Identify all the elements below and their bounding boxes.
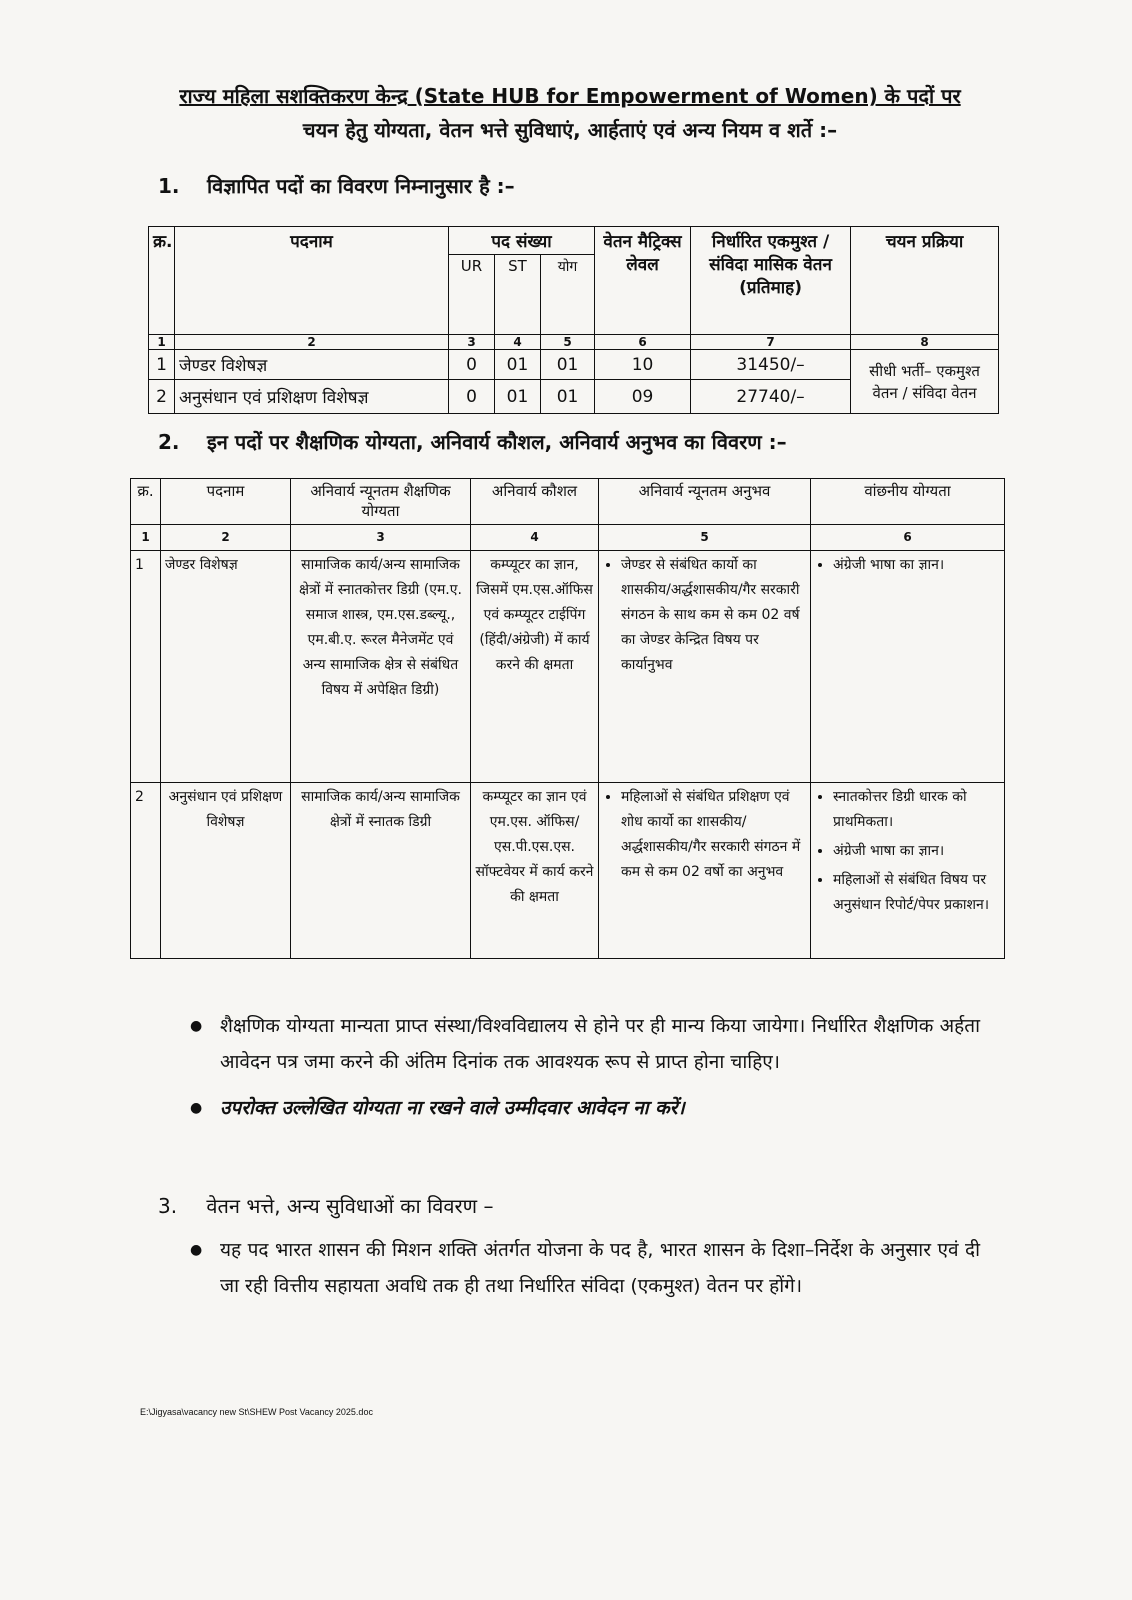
section-number: 2. [158,430,180,454]
section-title: इन पदों पर शैक्षणिक योग्यता, अनिवार्य कौशल, अनिवार्य अनुभव का विवरण :– [206,430,787,454]
cell-skill: कम्प्यूटर का ज्ञान, जिसमें एम.एस.ऑफिस एवं कम्प्यूटर टाईपिंग (हिंदी/अंग्रेजी) में कार्य करने की क्षमता [471,551,599,783]
cell-sno: 2 [131,783,161,959]
col-number: 8 [851,335,999,350]
col-number: 2 [161,525,291,551]
cell-desirable [811,551,1005,783]
col-number: 5 [541,335,595,350]
header-selection: चयन प्रक्रिया [851,227,999,335]
col-number: 4 [471,525,599,551]
cell-sno: 1 [149,350,175,380]
cell-st: 01 [495,380,541,414]
desirable-item: • अंग्रेजी भाषा का ज्ञान। [833,839,1000,864]
cell-total: 01 [541,350,595,380]
cell-desirable [811,783,1005,959]
cell-total: 01 [541,380,595,414]
header-count: पद संख्या [449,227,595,255]
table-row [149,350,999,380]
section-number: 3. [158,1194,178,1218]
header-experience: अनिवार्य न्यूनतम अनुभव [599,479,811,525]
file-path-footer: E:\Jigyasa\vacancy new St\SHEW Post Vacancy 2025.doc [140,1407,373,1417]
cell-skill: कम्प्यूटर का ज्ञान एवं एम.एस. ऑफिस/एस.पी.एस.एस. सॉफ्टवेयर में कार्य करने की क्षमता [471,783,599,959]
cell-ur: 0 [449,350,495,380]
posts-table [148,226,999,414]
cell-sno: 2 [149,380,175,414]
cell-st: 01 [495,350,541,380]
cell-qualification: सामाजिक कार्य/अन्य सामाजिक क्षेत्रों में स्नातकोत्तर डिग्री (एम.ए. समाज शास्त्र, एम.एस.डब्ल्यू., एम.बी.ए. रूरल मैनेजमेंट एवं अन्य सामाजिक क्षेत्र से संबंधित विषय में अपेक्षित डिग्री) [291,551,471,783]
table-row [131,551,1005,783]
desirable-item: • अंग्रेजी भाषा का ज्ञान। [833,553,1000,578]
header-post: पदनाम [161,479,291,525]
cell-selection: सीधी भर्ती– एकमुश्त वेतन / संविदा वेतन [851,350,999,414]
section-1-heading [158,172,515,199]
cell-qualification: सामाजिक कार्य/अन्य सामाजिक क्षेत्रों में स्नातक डिग्री [291,783,471,959]
note-item: ● यह पद भारत शासन की मिशन शक्ति अंतर्गत योजना के पद है, भारत शासन के दिशा–निर्देश के अनुसार एवं दी जा रही वित्तीय सहायता अवधि तक ही तथा निर्धारित संविदा (एकमुश्त) वेतन पर होंगे। [190,1232,980,1304]
cell-post: अनुसंधान एवं प्रशिक्षण विशेषज्ञ [161,783,291,959]
desirable-item: • स्नातकोत्तर डिग्री धारक को प्राथमिकता। [833,785,1000,835]
note-item: ● शैक्षणिक योग्यता मान्यता प्राप्त संस्था/विश्वविद्यालय से होने पर ही मान्य किया जायेगा। निर्धारित शैक्षणिक अर्हता आवेदन पत्र जमा करने की अंतिम दिनांक तक आवश्यक रूप से प्राप्त होना चाहिए। [190,1008,980,1080]
col-number: 6 [811,525,1005,551]
header-st: ST [495,255,541,335]
header-qualification: अनिवार्य न्यूनतम शैक्षणिक योग्यता [291,479,471,525]
cell-experience [599,551,811,783]
desirable-item: • महिलाओं से संबंधित विषय पर अनुसंधान रिपोर्ट/पेपर प्रकाशन। [833,868,1000,918]
section-3-notes [190,1232,980,1314]
header-sno: क्र. [149,227,175,335]
col-number: 1 [131,525,161,551]
cell-post: अनुसंधान एवं प्रशिक्षण विशेषज्ञ [175,380,449,414]
cell-salary: 27740/– [691,380,851,414]
section-2-heading [158,428,787,455]
document-title: राज्य महिला सशक्तिकरण केन्द्र (State HUB for Empowerment of Women) के पदों पर [179,84,961,108]
cell-post: जेण्डर विशेषज्ञ [161,551,291,783]
section-number: 1. [158,174,180,198]
header-total: योग [541,255,595,335]
section-title: वेतन भत्ते, अन्य सुविधाओं का विवरण – [206,1194,494,1218]
experience-item: • महिलाओं से संबंधित प्रशिक्षण एवं शोध कार्यो का शासकीय/अर्द्धशासकीय/गैर सरकारी संगठन में कम से कम 02 वर्षो का अनुभव [621,785,806,885]
col-number: 3 [449,335,495,350]
col-number: 4 [495,335,541,350]
col-number: 5 [599,525,811,551]
section-3-heading [158,1192,493,1219]
header-desirable: वांछनीय योग्यता [811,479,1005,525]
header-sno: क्र. [131,479,161,525]
cell-sno: 1 [131,551,161,783]
col-number: 6 [595,335,691,350]
section-2-notes [190,1008,980,1136]
cell-ur: 0 [449,380,495,414]
header-pay-level: वेतन मैट्रिक्स लेवल [595,227,691,335]
col-number: 1 [149,335,175,350]
header-salary: निर्धारित एकमुश्त / संविदा मासिक वेतन (प्रतिमाह) [691,227,851,335]
cell-salary: 31450/– [691,350,851,380]
document-subtitle: चयन हेतु योग्यता, वेतन भत्ते सुविधाएं, आर्हताएं एवं अन्य नियम व शर्ते :– [302,118,838,142]
cell-level: 09 [595,380,691,414]
qualification-table [130,478,1005,959]
cell-experience [599,783,811,959]
cell-level: 10 [595,350,691,380]
header-ur: UR [449,255,495,335]
cell-post: जेण्डर विशेषज्ञ [175,350,449,380]
table-row [131,783,1005,959]
col-number: 7 [691,335,851,350]
section-title: विज्ञापित पदों का विवरण निम्नानुसार है :– [206,174,515,198]
experience-item: • जेण्डर से संबंधित कार्यो का शासकीय/अर्द्धशासकीय/गैर सरकारी संगठन के साथ कम से कम 02 वर्ष का जेण्डर केन्द्रित विषय पर कार्यानुभव [621,553,806,678]
note-item: ● उपरोक्त उल्लेखित योग्यता ना रखने वाले उम्मीदवार आवेदन ना करें। [190,1090,980,1126]
col-number: 3 [291,525,471,551]
header-skill: अनिवार्य कौशल [471,479,599,525]
col-number: 2 [175,335,449,350]
header-post: पदनाम [175,227,449,335]
